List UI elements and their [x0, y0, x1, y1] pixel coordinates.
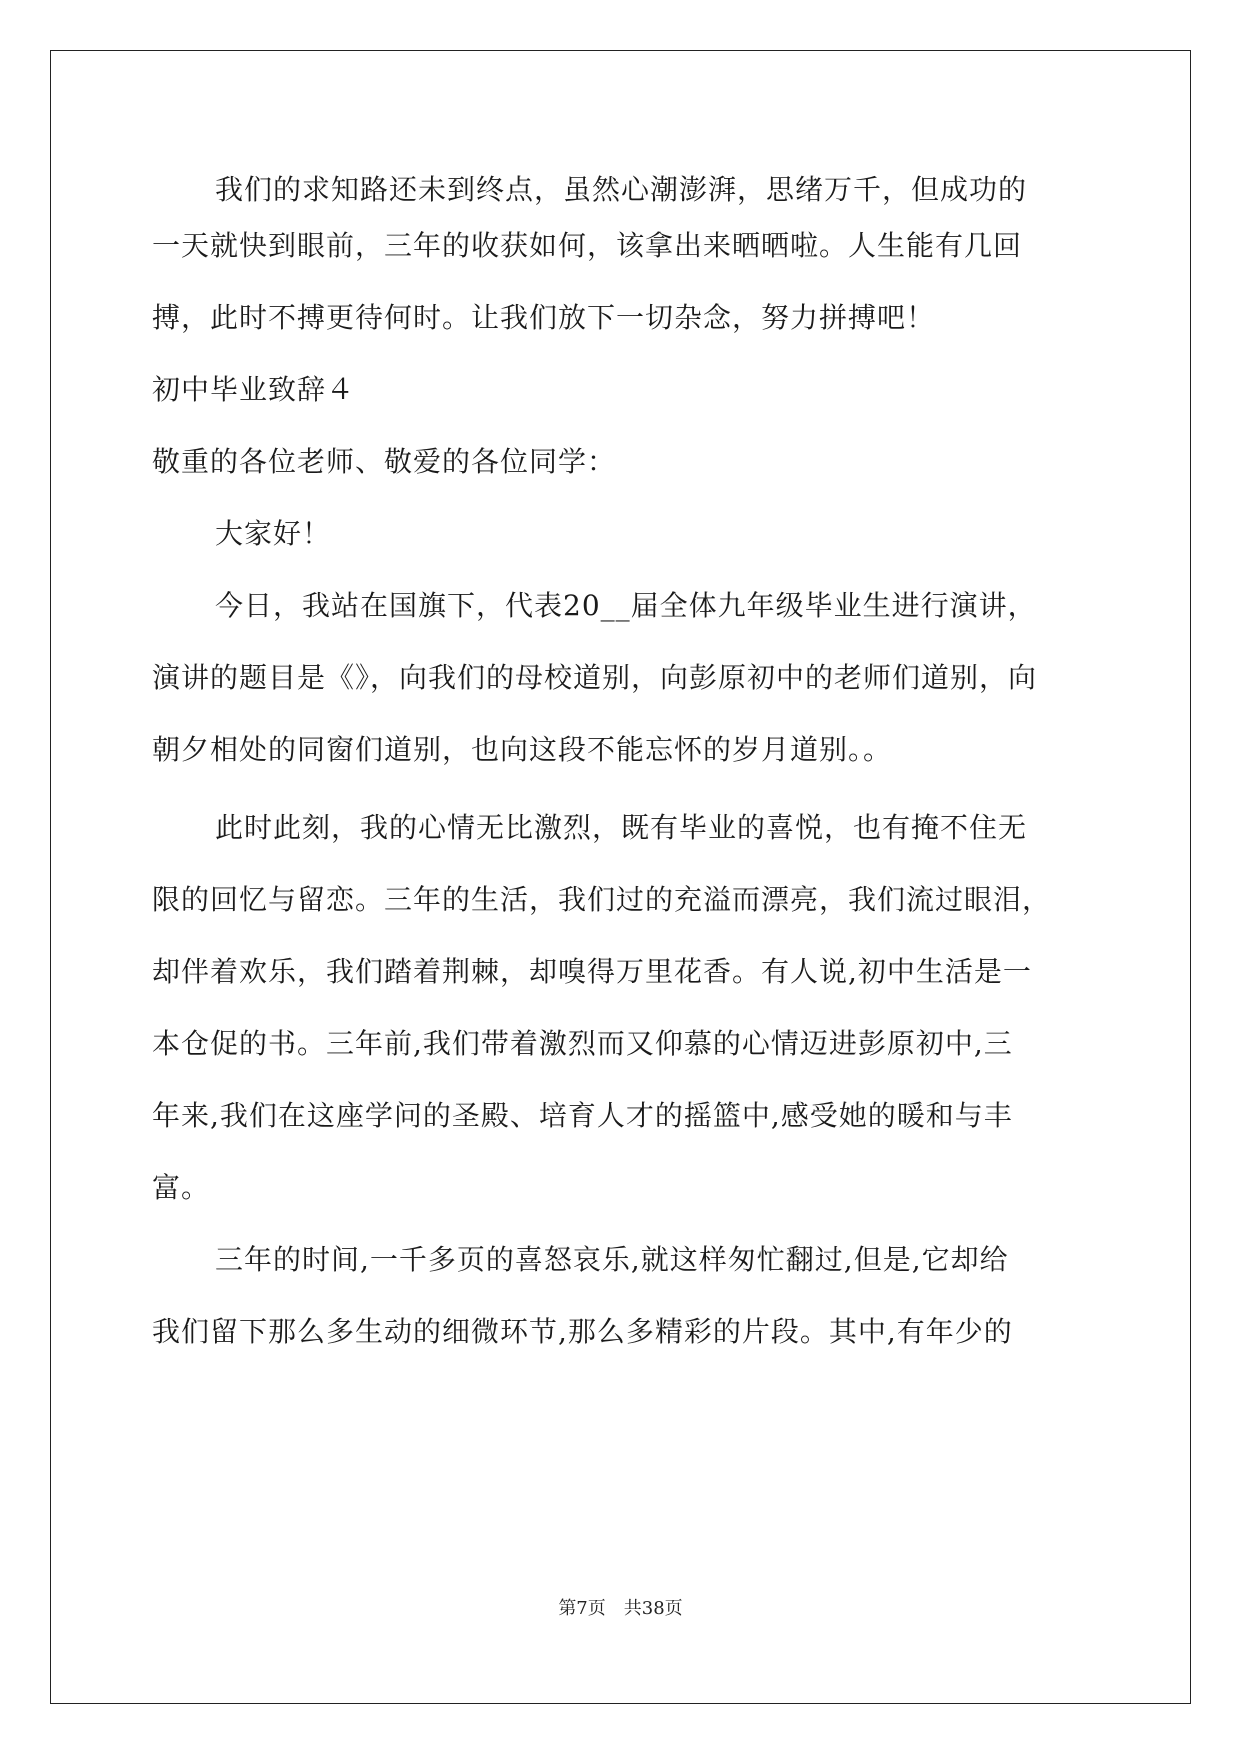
salutation: 敬重的各位老师、敬爱的各位同学： — [152, 445, 617, 478]
paragraph-line: 限的回忆与留恋。三年的生活，我们过的充溢而漂亮，我们流过眼泪， — [152, 883, 1052, 916]
paragraph-line: 一天就快到眼前，三年的收获如何，该拿出来晒晒啦。人生能有几回 — [152, 229, 1023, 262]
page-footer — [0, 1597, 1241, 1621]
page-number: 第7页 — [558, 1598, 606, 1619]
paragraph-line: 此时此刻，我的心情无比激烈，既有毕业的喜悦，也有掩不住无 — [215, 811, 1028, 844]
paragraph-line: 三年的时间,一千多页的喜怒哀乐,就这样匆忙翻过,但是,它却给 — [215, 1243, 1009, 1276]
paragraph-line: 我们的求知路还未到终点，虽然心潮澎湃，思绪万千，但成功的 — [215, 173, 1028, 206]
paragraph-line: 本仓促的书。三年前,我们带着激烈而又仰慕的心情迈进彭原初中,三 — [152, 1027, 1013, 1060]
paragraph-line: 搏，此时不搏更待何时。让我们放下一切杂念，努力拼搏吧！ — [152, 301, 936, 334]
paragraph-line: 却伴着欢乐，我们踏着荆棘，却嗅得万里花香。有人说,初中生活是一 — [152, 955, 1032, 988]
paragraph-line: 我们留下那么多生动的细微环节,那么多精彩的片段。其中,有年少的 — [152, 1315, 1013, 1348]
greeting: 大家好！ — [215, 517, 332, 550]
paragraph-line: 富。 — [152, 1171, 211, 1204]
page-total: 共38页 — [623, 1598, 683, 1619]
section-heading: 初中毕业致辞４ — [152, 373, 356, 406]
paragraph-line: 演讲的题目是《》，向我们的母校道别，向彭原初中的老师们道别，向 — [152, 661, 1038, 694]
paragraph-line: 今日，我站在国旗下，代表20__届全体九年级毕业生进行演讲， — [215, 589, 1037, 622]
paragraph-line: 年来,我们在这座学问的圣殿、培育人才的摇篮中,感受她的暖和与丰 — [152, 1099, 1013, 1132]
paragraph-line: 朝夕相处的同窗们道别，也向这段不能忘怀的岁月道别。。 — [152, 733, 893, 766]
